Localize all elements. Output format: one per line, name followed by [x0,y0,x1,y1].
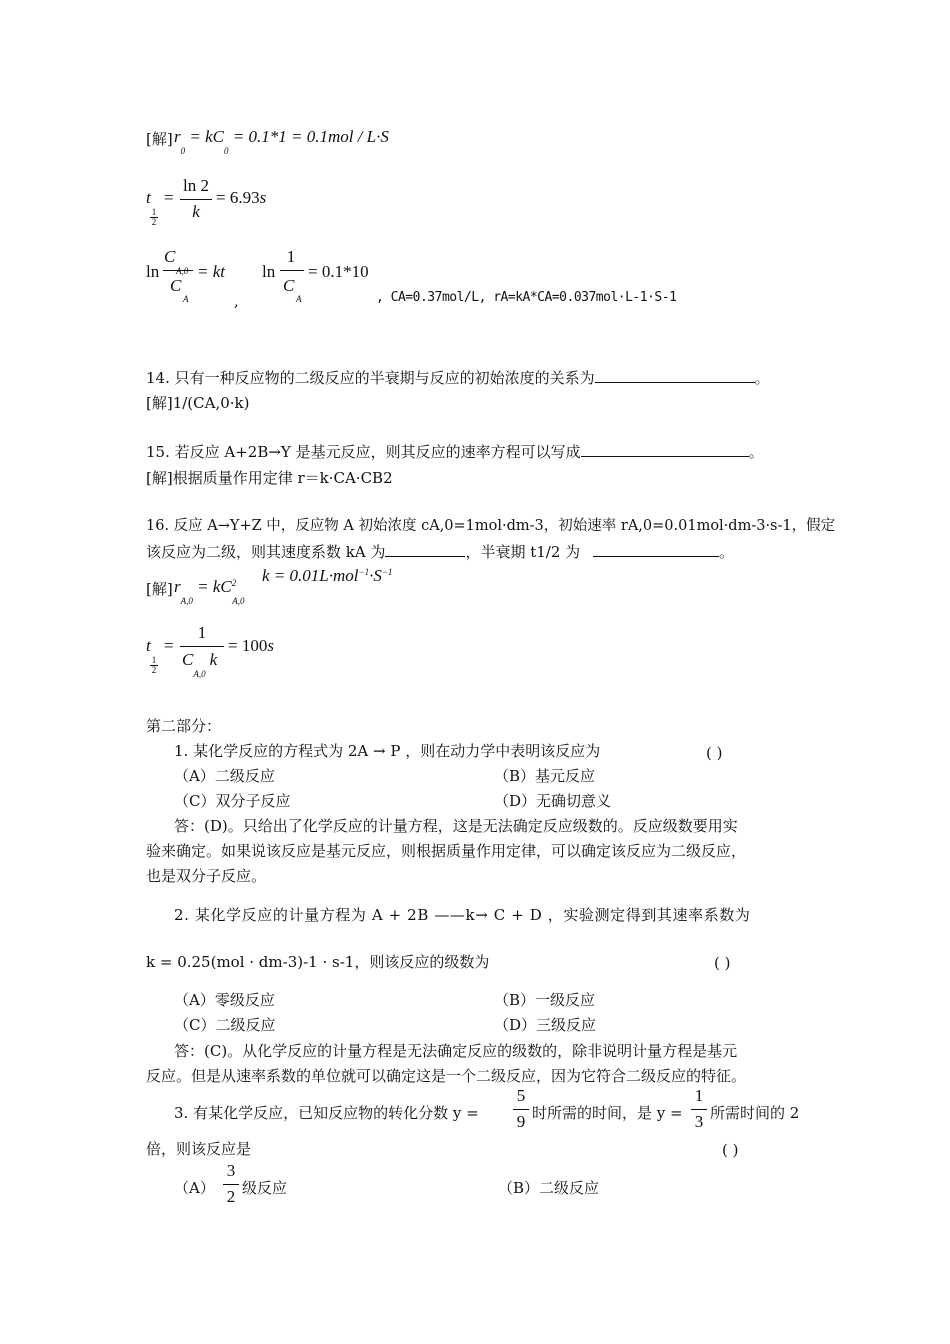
q16-half-life-denominator: $C_{A,0}k$ [182,650,218,679]
q13-ln-denominator: C [170,276,182,295]
q16-line2: 该反应为二级，则其速度系数 kA 为 ，半衰期 t1/2 为 。 [146,543,734,561]
q13-ln-1: ln [146,262,160,281]
p2q3-option-a-suffix: 级反应 [242,1179,288,1197]
q13-ln-2: ln [262,262,276,281]
p2q1-option-a: （A）二级反应 [174,767,275,785]
p2q2-answer-line1: 答：(C)。从化学反应的计量方程是无法确定反应的级数的，除非说明计量方程是基元 [174,1042,738,1060]
p2q2-option-b: （B）一级反应 [494,991,596,1009]
q13-comma: , [234,292,239,310]
p2q2-option-d: （D）三级反应 [494,1016,597,1034]
q16-half-life-result: = 100s [228,636,274,655]
p2q3-option-b: （B）二级反应 [498,1179,600,1197]
q13-result: , CA=0.37mol/L, rA=kA*CA=0.037mol·L-1·S-1 [376,290,677,305]
p2q1-option-d: （D）无确切意义 [494,792,612,810]
p2q2-answer-paren: ( ) [714,954,731,972]
p2q2-option-c: （C）二级反应 [174,1016,276,1034]
p2q3-frac2-denominator: 3 [694,1112,704,1131]
q16-equals: = [164,636,174,655]
p2q1-answer-paren: ( ) [706,744,723,762]
p2q1-answer-line3: 也是双分子反应。 [146,867,267,885]
q13-half-life-denominator: k [192,202,200,221]
p2q2-line2: k = 0.25(mol · dm-3)-1 · s-1，则该反应的级数为 [146,953,490,971]
q13-ln-denominator-sub: A [183,294,189,304]
q14-answer: [解]1/(CA,0·k) [146,394,250,412]
q13-half-life-result: = 6.93s [216,188,267,207]
q13-ln2-rhs: = 0.1*10 [308,262,369,281]
p2q1-option-b: （B）基元反应 [494,767,596,785]
p2q3-stem-b: 时所需的时间，是 y = [532,1104,683,1122]
q16-k-value: $k = 0.01L\cdot mol^{-1}\cdot S^{-1}$ [262,566,393,585]
q13-ln2-denominator-sub: A [296,294,302,304]
q13-half-subscript: 1 2 [151,207,157,227]
p2q2-answer-line2: 反应。但是从速率系数的单位就可以确定这是一个二级反应，因为它符合二级反应的特征。 [146,1067,747,1085]
p2q3-stem-a: 3. 有某化学反应，已知反应物的转化分数 y = [174,1104,479,1122]
q16-line1: 16. 反应 A→Y+Z 中，反应物 A 初始浓度 cA,0=1mol·dm-3，初始速率 rA,0=0.01mol·dm-3·s-1，假定 [146,518,836,534]
q13-ln-rhs: = kt [197,262,225,281]
p2q1-answer-line2: 验来确定。如果说该反应是基元反应，则根据质量作用定律，可以确定该反应为二级反应， [146,842,747,860]
q13-half-life-symbol: t [146,188,151,207]
p2q1-option-c: （C）双分子反应 [174,792,291,810]
p2q2-stem: 2. 某化学反应的计量方程为 A + 2B ——k→ C + D ，实验测定得到其速率系数为 [174,906,751,924]
p2q3-frac1-numerator: 5 [516,1086,526,1105]
q14-question: 14. 只有一种反应物的二级反应的半衰期与反应的初始浓度的关系为 。 [146,369,770,387]
p2q3-option-a-prefix: （A） [174,1179,215,1197]
q16-half-subscript: 1 2 [151,655,157,675]
p2q3-option-a-numerator: 3 [226,1161,236,1180]
q13-ln2-numerator: 1 [286,247,296,266]
p2q3-stem-c: 所需时间的 2 [710,1104,800,1122]
q13-ln-numerator: C [164,247,176,266]
q15-answer: [解]根据质量作用定律 r＝k·CA·CB2 [146,469,393,487]
q16-rate-equation: $r_{A,0} = kC^2_{A,0}$ [174,577,245,606]
q13-equation-rate: $r_0 = kC_0 = 0.1*1 = 0.1mol / L\cdot S$ [174,127,389,156]
q13-equals: = [164,188,174,207]
q13-half-life-numerator: ln 2 [183,176,209,195]
q13-ln2-denominator: C [283,276,295,295]
p2q1-answer-line1: 答：(D)。只给出了化学反应的计量方程，这是无法确定反应级数的。反应级数要用实 [174,817,738,835]
q15-question: 15. 若反应 A+2B→Y 是基元反应，则其反应的速率方程可以写成 。 [146,443,764,461]
q16-solution-label: [解] [146,580,173,598]
p2q3-option-a-denominator: 2 [226,1187,236,1206]
q16-half-life-symbol: t [146,636,151,655]
p2q3-answer-paren: ( ) [722,1141,739,1159]
p2q3-frac1-denominator: 9 [516,1112,526,1131]
p2q3-line2: 倍，则该反应是 [146,1140,252,1158]
p2q1-stem: 1. 某化学反应的方程式为 2A → P ，则在动力学中表明该反应为 [174,742,601,760]
q13-solution-label: [解] [146,130,173,148]
q16-half-life-numerator: 1 [197,623,207,642]
p2q2-option-a: （A）零级反应 [174,991,275,1009]
p2q3-frac2-numerator: 1 [694,1086,704,1105]
part2-title: 第二部分： [146,717,222,735]
